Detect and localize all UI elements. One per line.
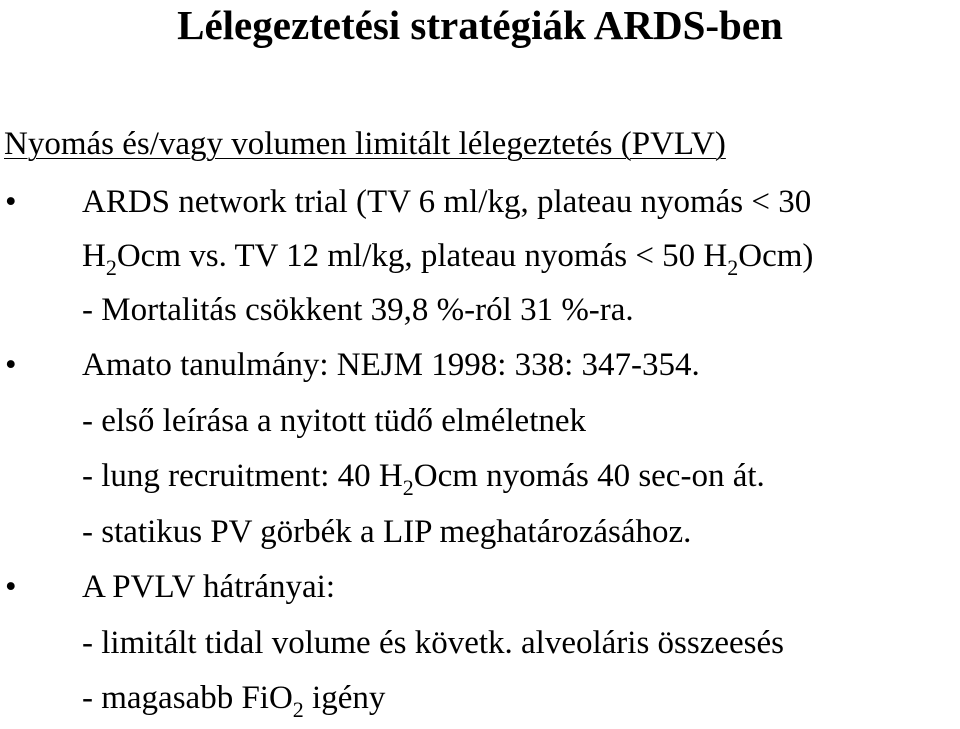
subscript: 2 — [292, 697, 304, 722]
text-segment: - magasabb FiO — [82, 680, 293, 716]
bullet-3-line-3 — [82, 678, 386, 722]
slide-title: Lélegeztetési stratégiák ARDS-ben — [177, 2, 783, 48]
text-segment: Ocm vs. TV 12 ml/kg, plateau nyomás < 50 H — [116, 238, 728, 274]
text-segment: Ocm nyomás 40 sec-on át. — [413, 458, 765, 494]
text-segment: Ocm) — [738, 238, 814, 274]
bullet-3-line-2: - limitált tidal volume és követk. alveoláris összeesés — [82, 625, 784, 661]
text-segment: igény — [303, 680, 386, 716]
text-segment: - lung recruitment: 40 H — [82, 458, 403, 494]
bullet-2-line-1: Amato tanulmány: NEJM 1998: 338: 347-354. — [82, 347, 700, 383]
bullet-1-line-3: - Mortalitás csökkent 39,8 %-ról 31 %-ra. — [82, 292, 634, 328]
bullet-2-line-4: - statikus PV görbék a LIP meghatározásához. — [82, 514, 692, 550]
bullet-3-marker: • — [5, 569, 17, 605]
bullet-2-marker: • — [5, 347, 17, 383]
subscript: 2 — [727, 255, 739, 280]
subscript: 2 — [402, 475, 414, 500]
slide-subtitle: Nyomás és/vagy volumen limitált lélegeztetés (PVLV) — [4, 126, 726, 162]
bullet-2-line-2: - első leírása a nyitott tüdő elméletnek — [82, 403, 587, 439]
bullet-1-line-2 — [82, 236, 814, 280]
bullet-1-marker: • — [5, 184, 17, 220]
bullet-3-line-1: A PVLV hátrányai: — [82, 569, 335, 605]
bullet-2-line-3 — [82, 456, 765, 500]
subscript: 2 — [105, 255, 117, 280]
text-segment: H — [82, 238, 106, 274]
bullet-1-line-1: ARDS network trial (TV 6 ml/kg, plateau nyomás < 30 — [82, 184, 812, 220]
